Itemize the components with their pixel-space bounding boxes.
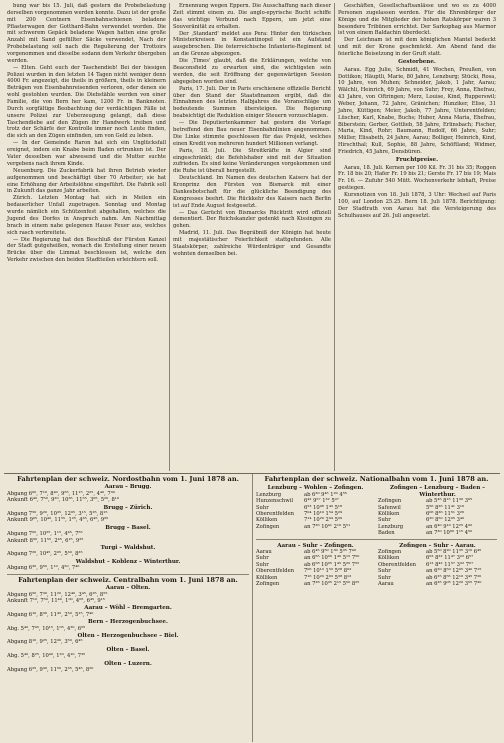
- schedule-line: Abgang 6²⁵, 9³⁰, 11⁵⁰, 2³⁵, 5⁴⁵, 8²⁰: [7, 666, 94, 673]
- station-times: ab 6⁵⁸ 10⁰⁵ 1⁴⁵ 5²⁰ 7⁵⁵: [304, 561, 360, 568]
- station-times: ab 6²⁵ 8⁵⁵ 12¹⁰ 3⁴⁵ 7²⁰: [426, 574, 482, 581]
- timetable-title-central: Fahrtenplan der schweiz. Centralbahn vom 1. Juni 1878 an.: [18, 575, 238, 584]
- station-name: Safenwil: [378, 504, 401, 511]
- timetable-title-national: Fahrtenplan der schweiz. Nationalbahn vom 1. Juni 1878 an.: [264, 475, 489, 483]
- article-paragraph: Madrid, 11. Juli. Das Begräbniß der Königin hat heute mit majestätischer Feierlichkeit stattgefunden. Alle Staatskörper, zahlreiche Würdenträger und Gesandte wohnten demselben bei.: [173, 230, 331, 257]
- station-times: an 7³⁰ 10⁰⁰ 1¹⁵ 4⁵⁰: [426, 530, 473, 537]
- station-name: Zofingen: [378, 549, 402, 556]
- schedule-line: Abgang 6³⁰, 9⁵⁰, 1¹⁰, 4⁵⁰, 7⁴⁰: [7, 565, 80, 572]
- article-paragraph: Deutschland. Im Namen des deutschen Kaisers hat der Kronprinz den Fürsten von Bismarck mit einer Dankesbotschaft für die glückliche Beendigung des Kongresses beehrt. Die Rückkehr des Kaisers nach Berlin ist auf Ende August festgesetzt.: [173, 175, 331, 209]
- station-row: [256, 581, 375, 587]
- article-paragraph: — Das Gerücht von Bismarcks Rücktritt wird offiziell dementiert. Der Reichskanzler gedenkt nach Kissingen zu gehen.: [173, 209, 331, 230]
- station-times: an 6⁵⁵ 10⁰⁰ 1⁴⁰ 5¹⁵ 7⁵⁰: [304, 555, 360, 562]
- station-name: Suhr: [378, 574, 391, 581]
- station-name: Oberentfelden: [256, 568, 294, 575]
- article-paragraph: Zürich. Letzten Montag hat sich in Meilen ein bedauerlicher Unfall zugetragen. Sonntag und Montag wurde nämlich ein Schützenfest abgehalten, welches die Jugend des Dorfes in Anspruch nahm. Am Nachmittag brach in einem nahe gelegenen Hause Feuer aus, welches sich rasch verbreitete.: [7, 195, 166, 236]
- station-times: 7¹⁶ 10²³ 2⁰³ 5³⁸ 8¹³: [304, 574, 352, 581]
- station-times: an 6²⁰ 8⁵⁰ 12⁰⁵ 3⁴⁰ 7¹⁵: [426, 568, 482, 575]
- schedule-line: Abgang 6⁵⁰, 7³⁰, 11²⁰, 12⁴⁰, 3⁴⁵, 6²⁵, 8⁵⁵: [7, 591, 108, 598]
- timetables: [4, 473, 500, 742]
- station-times: an 6⁴⁰ 9¹⁰ 12²⁵ 4⁰⁰: [426, 523, 473, 530]
- route-heading: Zofingen – Suhr – Aarau.: [399, 542, 476, 549]
- station-name: Lenzburg: [378, 523, 404, 530]
- station-name: Zofingen: [378, 498, 402, 505]
- schedule-line: Abg. 5⁴⁰, 7⁴⁵, 10¹⁵, 1⁰⁵, 4²⁰, 6⁵⁵: [7, 625, 86, 632]
- column-2: [169, 3, 334, 471]
- station-name: Lenzburg: [256, 491, 282, 498]
- station-name: Oberentfelden: [256, 511, 294, 518]
- station-name: Kölliken: [256, 517, 278, 524]
- article-paragraph: Paris, 17. Juli. Der in Paris erschienene offizielle Bericht über den Stand der Staatsfinanzen ergibt, daß die Einnahmen des letzten Halbjahres die Voranschläge um bedeutende Summen übersteigen. Die Regierung beabsichtigt die Reduktion einiger Steuern vorzuschlagen.: [173, 85, 331, 120]
- schedule-line: Ankunft 9⁰⁵, 10⁴⁰, 11⁵⁵, 1²⁵, 4³⁵, 6⁴⁵, 9³⁵: [7, 517, 109, 524]
- article-paragraph: bung war bis 15. Juli, daß gestern die Probebelastung derselben vorgenommen werden konnte. Dazu ist der große mit 200 Centnern Eisenbahnschienen beladene Pflasterwagen der Gotthard-Bahn verwendet worden. Die mit schwerem Gepäck beladene Wagen hatten eine große Anzahl mit Sand gefüllter Säcke verwendet, Nach der Probebelastung soll nach die Regulierung der Trottoirs vorgenommen und dieselbe sodann dem Verkehr übergeben werden.: [7, 3, 166, 64]
- station-times: 6⁴² 9⁵⁷ 1³² 5⁰⁷: [304, 498, 339, 505]
- route-heading: Zofingen – Lenzburg – Baden – Winterthur.: [389, 485, 486, 498]
- markets-heading: Fruchtpreise.: [395, 156, 439, 163]
- route-heading: Bern – Herzogenbuchsee.: [88, 619, 168, 626]
- station-times: an 6³⁵ 9⁰⁵ 12²⁰ 3⁵⁵ 7³⁰: [426, 581, 482, 588]
- route-heading: Brugg – Zürich.: [103, 504, 153, 511]
- station-times: 6⁵³ 10⁰⁸ 1⁴³ 5¹⁸: [304, 504, 343, 511]
- station-name: Kölliken: [378, 555, 400, 562]
- station-name: Suhr: [256, 561, 269, 568]
- article-paragraph: — Die Regierung hat den Beschluß der Fürsten Kanzel der Stadt gutgeheißen, wonach die Erstellung einer neuen Brücke über die Limmat beschlossen ist, welche den Verkehr zwischen den beiden Stadtteilen erleichtern soll.: [7, 236, 166, 264]
- article-paragraph: Neuenburg. Die Zuckerfabrik hat ihren Betrieb wieder aufgenommen und beschäftigt über 70 Arbeiter; sie hat eine Erhöhung der Arbeitslöhne eingeführt. Die Fabrik soll in Zukunft das ganze Jahr arbeiten.: [7, 167, 166, 195]
- schedule-line: Abg. 5⁴⁰, 8²⁵, 10⁴⁰, 1²⁰, 4¹⁰, 7³⁵: [7, 653, 86, 660]
- station-name: Suhr: [256, 555, 269, 562]
- closing-text: Kursnotizen von 18. Juli 1878, 3 Uhr: Wechsel auf Paris 100, auf London 25.25. Bern 18. Juli 1878. Berichtigung: Der Stadtrath von Aarau hat die Versteigerung des Schulhauses auf 26. Juli angesetzt.: [338, 192, 496, 219]
- station-times: 6⁰⁶ 8³⁶ 11⁵¹ 3²⁶: [426, 511, 465, 518]
- station-times: 5⁵⁶ 8²⁶ 11⁴¹ 3¹⁶: [426, 504, 465, 511]
- route-heading: Olten – Herzogenbuchsee – Biel.: [77, 632, 179, 639]
- timetable-right: [252, 474, 500, 742]
- station-times: 7⁰⁴ 10¹⁹ 1⁵⁴ 5²⁹: [304, 511, 343, 518]
- schedule-line: Abgang 8¹⁰, 9²⁵, 12³⁰, 3⁵⁰, 6⁴⁵: [7, 639, 83, 646]
- column-3: [334, 3, 499, 471]
- station-name: Kölliken: [378, 511, 400, 518]
- station-times: ab 6⁴⁵ 9⁵⁰ 1³⁰ 5⁰⁵ 7⁴⁰: [304, 549, 356, 556]
- deaths-text: Aarau. Egg Julie, Schmidt, 41 Wochen, Preußen, von Dottikon; Häuptli, Marie, 80 Jahre, Lenzburg; Stücki, Rosa, 10 Jahre, von Muhen; Schneider, Jakob, 1 Jahr, Aarau; Wälchli, Heinrich, 69 Jahre, von Suhr; Frey, Anna, Ehefrau, 43 Jahre, von Oftringen; Merz, Louise, Kind, Rupperswil; Weber, Johann, 72 Jahre, Gränichen; Hunziker, Elise, 31 Jahre, Küttigen; Meier, Jakob, 77 Jahre, Unterentfelden; Lüscher, Karl, Knabe, Buchs; Huber, Anna Maria, Ehefrau, Biberstein; Gerber, Gottlieb, 58 Jahre, Erlinsbach; Fischer, Maria, Kind, Rohr; Baumann, Rudolf, 66 Jahre, Suhr; Müller, Elisabeth, 24 Jahre, Aarau; Bolliger, Heinrich, Kind, Hirschthal; Kull, Sophie, 88 Jahre, Schöftland; Widmer, Friedrich, 45 Jahre, Densbüren.: [338, 66, 496, 155]
- station-times: 7⁰⁶ 10¹³ 1⁵³ 5²⁸ 8⁰³: [304, 568, 352, 575]
- route-heading: Olten – Luzern.: [104, 660, 152, 667]
- station-name: Aarau: [378, 581, 394, 588]
- station-name: Baden: [378, 530, 395, 537]
- schedule-line: Ankunft 7¹⁰, 7⁵⁰, 11⁴⁰, 1⁰⁰, 4⁰⁵, 6⁴⁵, 9¹⁵: [7, 597, 105, 604]
- timetable-left: [4, 474, 252, 742]
- station-row: [378, 530, 497, 536]
- schedule-line: Abgang 6⁰⁰, 7¹⁰, 8⁴⁰, 9⁵⁵, 11¹⁵, 2²⁵, 4⁴⁰, 7³⁰: [7, 490, 115, 497]
- station-row: [378, 581, 497, 587]
- station-name: Aarau: [256, 549, 272, 556]
- station-times: ab 5⁴⁵ 8¹⁵ 11³⁰ 3⁰⁵: [426, 498, 473, 505]
- station-times: 6²⁰ 8⁵⁰ 12⁰⁵ 3⁴⁰: [426, 517, 465, 524]
- route-heading: Aarau – Wöhl – Bremgarten.: [84, 605, 172, 612]
- schedule-line: Abgang 7²⁰, 10⁴⁵, 2⁰⁵, 5³⁰, 8³⁵: [7, 551, 83, 558]
- station-name: Suhr: [256, 504, 269, 511]
- station-name: Suhr: [378, 568, 391, 575]
- station-times: ab 6³⁰ 9⁴⁵ 1²⁰ 4⁵⁵: [304, 491, 347, 498]
- article-paragraph: Ernennung wegen Eppern. Die Ausschaffung nach dieser Zeit stimmt einem zu. Die anglo-epyrische Bucht schiffe das wichtige Verbund nach Eppern, um jetzt eine Souveränität zu erhalten.: [173, 3, 331, 30]
- article-paragraph: — Die Deputiertenkammer hat gestern die Vorlage betreffend den Bau neuer Eisenbahnlinien angenommen. Die Linke stimmte geschlossen für das Projekt, welches einen Kredit von mehreren hundert Millionen verlangt.: [173, 120, 331, 147]
- station-row: [256, 524, 375, 530]
- station-name: Hunzenschwil: [256, 498, 294, 505]
- article-paragraph: Geschäften, Gesellschaftsanlässe und wo es zu 4000 Personen zugelassen werden. Für die Ehrenbürger der Könige und die Mitglieder der hohen Ratskörper waren 3 besondere Tribünen errichtet. Der Sarkophag aus Marmor ist von einem Baldachin überdeckt.: [338, 3, 496, 37]
- schedule-line: Abgang 7⁰⁰, 10²⁵, 1¹⁵, 4⁴⁵, 7⁵⁵: [7, 531, 83, 538]
- article-paragraph: Der ,Standard' meldet aus Pera: Hinter den türkischen Ministerkreisen in Konstantinopel ist ein Aufstand ausgebrochen. Die österreichische Infanterie-Regiment ist an die Grenze abgezogen.: [173, 30, 331, 58]
- timetable-title-nob: Fahrtenplan der schweiz. Nordostbahn vom 1. Juni 1878 an.: [17, 475, 239, 483]
- station-times: ab 5⁵⁰ 8²⁰ 11³⁵ 3¹⁰ 6⁴⁵: [426, 549, 482, 556]
- column-1: [4, 3, 169, 471]
- station-name: Zofingen: [256, 523, 280, 530]
- route-heading: Brugg – Basel.: [105, 524, 151, 531]
- route-heading: Lenzburg – Wohlen – Zofingen.: [267, 485, 364, 492]
- article-paragraph: — In der Gemeinde Raron hat sich ein Unglücksfall ereignet, indem ein Knabe beim Baden ertrunken ist. Der Vater desselben war abwesend und die Mutter suchte vergebens nach ihrem Kinde.: [7, 140, 166, 167]
- route-heading: Olten – Basel.: [106, 646, 150, 653]
- station-times: an 7²⁶ 10⁴¹ 2¹⁶ 5⁵¹: [304, 523, 351, 530]
- article-paragraph: — Elten. Geht euch der Taschendieb! Bei der hiesigen Polizei wurden in den letzten 14 Tagen nicht weniger denn 4000 Fr. angezeigt, die theils in größern, theils in kleinern Beträgen von Eisenbahnreisenden verloren, oder denen sie wohl gestohlen wurden. Die Diebstähle werden von einer Familie, die von Bern her kam, 1200 Fr. in Banknoten. Durch sorgfältige Beobachtung der verdächtigen Fälle ist unsere Polizei zur Ueberzeugung gelangt, daß diese Taschendiebe auf den Zügen ihr Handwerk treiben und trotz der Schärfe der Kontrolle immer noch Leute finden, die sich an den Zügen einfinden, um von Geld zu leben.: [7, 64, 166, 140]
- article-paragraph: Paris, 18. Juli. Die Streitkräfte in Algier sind eingeschränkt; die Befehlshaber sind mit der Situation zufrieden. Es sind keine Veränderungen vorgekommen und die Ruhe ist überall hergestellt.: [173, 147, 331, 175]
- article-columns: [4, 3, 500, 471]
- article-paragraph: Die ,Times' glaubt, daß die Erklärungen, welche von Beaconsfield zu erwarten sind, die wichtigsten sein werden, die seit Eröffnung der gegenwärtigen Session abgegeben worden sind.: [173, 58, 331, 85]
- route-heading: Turgi – Waldshut.: [100, 545, 156, 552]
- schedule-line: Abgang 7⁵⁰, 9²⁰, 10³⁵, 12⁰⁵, 3¹⁵, 5²⁵, 8¹⁵: [7, 511, 108, 518]
- route-heading: Waldshut – Koblenz – Winterthur.: [75, 558, 181, 565]
- route-heading: Aarau – Olten.: [105, 585, 151, 592]
- route-heading: Aarau – Suhr – Zofingen.: [277, 542, 354, 549]
- route-heading: Aarau – Brugg.: [104, 484, 152, 491]
- schedule-line: Ankunft 6⁴⁰, 7⁵⁰, 9²⁰, 10³⁵, 11⁵⁵, 3⁰⁵, 5²⁰, 8¹⁰: [7, 497, 119, 504]
- station-times: an 7²⁸ 10³⁵ 2¹⁵ 5⁵⁰ 8²⁵: [304, 581, 360, 588]
- schedule-line: Ankunft 8³⁰, 11⁵⁵, 2⁴⁵, 6¹⁵, 9²⁵: [7, 537, 84, 544]
- article-paragraph: Der Leichnam ist mit dem königlichen Mantel bedeckt und mit der Krone geschmückt. Am Abend fand die feierliche Beisetzung in der Gruft statt.: [338, 37, 496, 58]
- schedule-line: Abgang 6¹⁰, 8³⁰, 11⁴⁵, 2⁵⁰, 5¹⁵, 7⁴⁰: [7, 611, 94, 618]
- station-times: 7¹⁴ 10²⁹ 2⁰⁴ 5³⁹: [304, 517, 343, 524]
- station-name: Suhr: [378, 517, 391, 524]
- markets-text: Aarau, 18. Juli. Kernen per 100 Kil. Fr. 31 bis 35; Roggen Fr. 18 bis 20; Hafer Fr. 19 bis 21; Gerste Fr. 17 bis 19; Mais Fr. 16. — Zufuhr 540 Mütt. Wochenverkehr lebhaft, Preise gestiegen.: [338, 164, 496, 192]
- station-times: 6⁰² 8³² 11⁴⁷ 3²² 6⁵⁷: [426, 555, 474, 562]
- station-name: Zofingen: [256, 581, 280, 588]
- deaths-heading: Gestorbene.: [398, 58, 436, 65]
- station-name: Kölliken: [256, 574, 278, 581]
- station-times: 6¹² 8⁴² 11⁵⁷ 3³² 7⁰⁷: [426, 561, 474, 568]
- station-name: Oberentfelden: [378, 561, 416, 568]
